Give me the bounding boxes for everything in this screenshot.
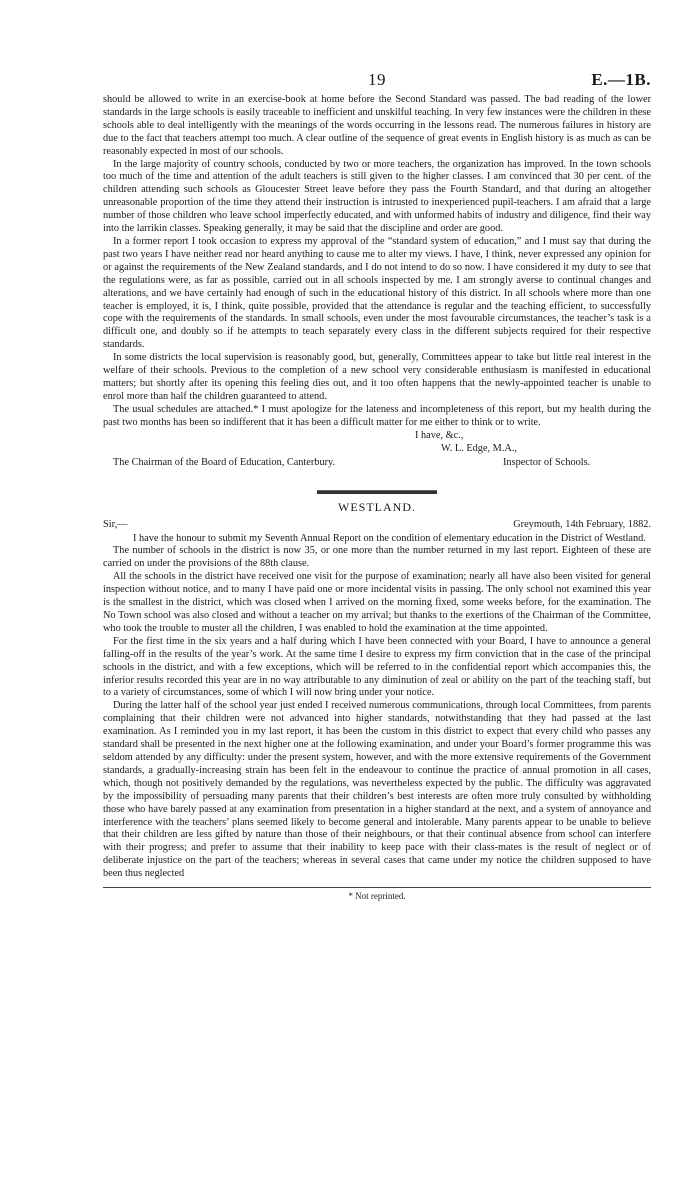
- document-reference: E.—1B.: [591, 70, 651, 89]
- page-number: 19: [368, 70, 386, 89]
- paragraph: I have the honour to submit my Seventh Annual Report on the condition of elementary education in the District of Westland.: [133, 532, 646, 544]
- paragraph: In the large majority of country schools, conducted by two or more teachers, the organization has improved. In the town schools too much of the time and attention of the adult teachers is still given to the higher classes. I am convinced that 30 per cent. of the children attending such schools as Gloucester Street leave before they pass the Fourth Standard, and that during an altogether unreasonable proportion of the time they attend their instruction is intrusted to inexperienced pupil-teachers. I am afraid that a large number of those children who leave school imperfectly educated, and with unformed habits of industry and diligence, find their way into the larrikin classes. Speaking generally, it may be said that the discipline and order are good.: [103, 158, 651, 235]
- paragraph: For the first time in the six years and a half during which I have been connected with your Board, I have to announce a general falling-off in the results of the year’s work. At the same time I desire to express my firm conviction that in the case of the principal schools in the district, and with a few exceptions, which will be referred to in the confidential report which accompanies this, the inferior results recorded this year are in no way attributable to any diminution of zeal or ability on the part of the teaching staff, but to a variety of circumstances, some of which I will now bring under your notice.: [103, 635, 651, 699]
- paragraph: The number of schools in the district is now 35, or one more than the number returned in my last report. Eighteen of these are carried on under the provisions of the 88th clause.: [103, 545, 651, 570]
- footnote-divider: [103, 887, 651, 888]
- paragraph: In some districts the local supervision is reasonably good, but, generally, Committees appear to take but little real interest in the welfare of their schools. Previous to the completion of a new school very considerable enthusiasm is manifested in educational matters; but shortly after its opening this feeling dies out, and it too often happens that the newly-appointed teacher is unable to enrol more than half the children guaranteed to attend.: [103, 352, 651, 402]
- paragraph: During the latter half of the school year just ended I received numerous communications, through local Committees, from parents complaining that their children were not advanced into higher standards, notwithstanding that they had passed at the last examination. As I reminded you in my last report, it has been the custom in this district to expect that every child who passes any standard shall be presented in the next higher one at the following examination, and under your Board’s former programme this was seldom attended by any difficulty: under the present system, however, and with the more extensive requirements of the Government standards, a gradually-increasing strain has been felt in the endeavour to continue the practice of annual promotion in all cases, which, though not positively demanded by the regulations, was nevertheless expected by the public. The difficulty was aggravated by the impossibility of persuading many parents that their children’s best interests are often more truly consulted by withholding those who have barely passed at any examination from presentation in a higher standard at the next, and a system of annoyance and interference with the teachers’ plans seemed likely to become general and intolerable. Many parents appear to be unable to believe that their children are less gifted by nature than those of their neighbours, or that their continual absence from school can interfere with their progress; and prefer to assume that their inability to keep pace with their class-mates is the result of neglect or of deliberate injustice on the part of the teachers; whereas in several cases that came under my notice the children supposed to have been thus neglected: [103, 700, 651, 880]
- salutation-line: [103, 519, 651, 533]
- section-divider: [317, 490, 437, 494]
- addressee: The Chairman of the Board of Education, Canterbury.: [113, 456, 336, 468]
- place-date: Greymouth, 14th February, 1882.: [513, 518, 651, 530]
- letter-closing: [103, 430, 651, 482]
- salutation: Sir,—: [103, 518, 128, 530]
- paragraph: The usual schedules are attached.* I must apologize for the lateness and incompleteness of this report, but my health during the past two months has been so indifferent that it has been a difficult matter for me either to think or to write.: [103, 403, 651, 428]
- paragraph: should be allowed to write in an exercise-book at home before the Second Standard was passed. The bad reading of the lower standards in the large schools is easily traceable to inefficient and unskilful teaching. In very few instances were the children in these schools able to deal intelligently with the meanings of the words occurring in the lessons read. The numerous failures in history are due to the fact that teachers attempt too much. A clear outline of the sequence of great events in English history is as much as can be reasonably expected in most of our schools.: [103, 94, 651, 157]
- paragraph: In a former report I took occasion to express my approval of the “standard system of education,” and I must say that during the past two years I have neither read nor heard anything to cause me to alter my views. I have, I think, never expressed any opinion for or against the requirements of the New Zealand standards, and I do not intend to do so now. I have considered it my duty to see that the regulations were, as far as possible, carried out in all schools inspected by me. I am strongly averse to continual changes and alterations, and we have certainly had enough of such in the educational history of this district. In all schools where more than one teacher is employed, it is, I think, quite possible, provided that the attendance is regular and the teaching efficient, to successfully cope with the requirements of the standards. In small schools, even under the most favourable circumstances, the teacher’s task is a difficult one, and doubly so if he attempts to teach separately every class in the different subjects required for their respective standards.: [103, 235, 651, 351]
- westland-report-body: [103, 533, 651, 881]
- signatory-title: Inspector of Schools.: [503, 456, 591, 468]
- paragraph: All the schools in the district have received one visit for the purpose of examination; nearly all have also been visited for general inspection without notice, and to many I have paid one or more incidental visits in passing. The only school not examined this year is the smallest in the district, which was closed when I arrived on the morning fixed, some weeks before, for the examination. The No Town school was also closed and without a teacher on my arrival; but thanks to the exertions of the Chairman of the Committee, who took the trouble to muster all the children, I was enabled to hold the examination at the time appointed.: [103, 571, 651, 634]
- canterbury-report-body: [103, 94, 651, 430]
- footnote: * Not reprinted.: [348, 891, 406, 902]
- closing-phrase: I have, &c.,: [415, 429, 464, 441]
- page-header: [103, 70, 651, 94]
- signature: W. L. Edge, M.A.,: [441, 442, 517, 454]
- document-page: [103, 70, 651, 901]
- section-title: WESTLAND.: [338, 499, 416, 514]
